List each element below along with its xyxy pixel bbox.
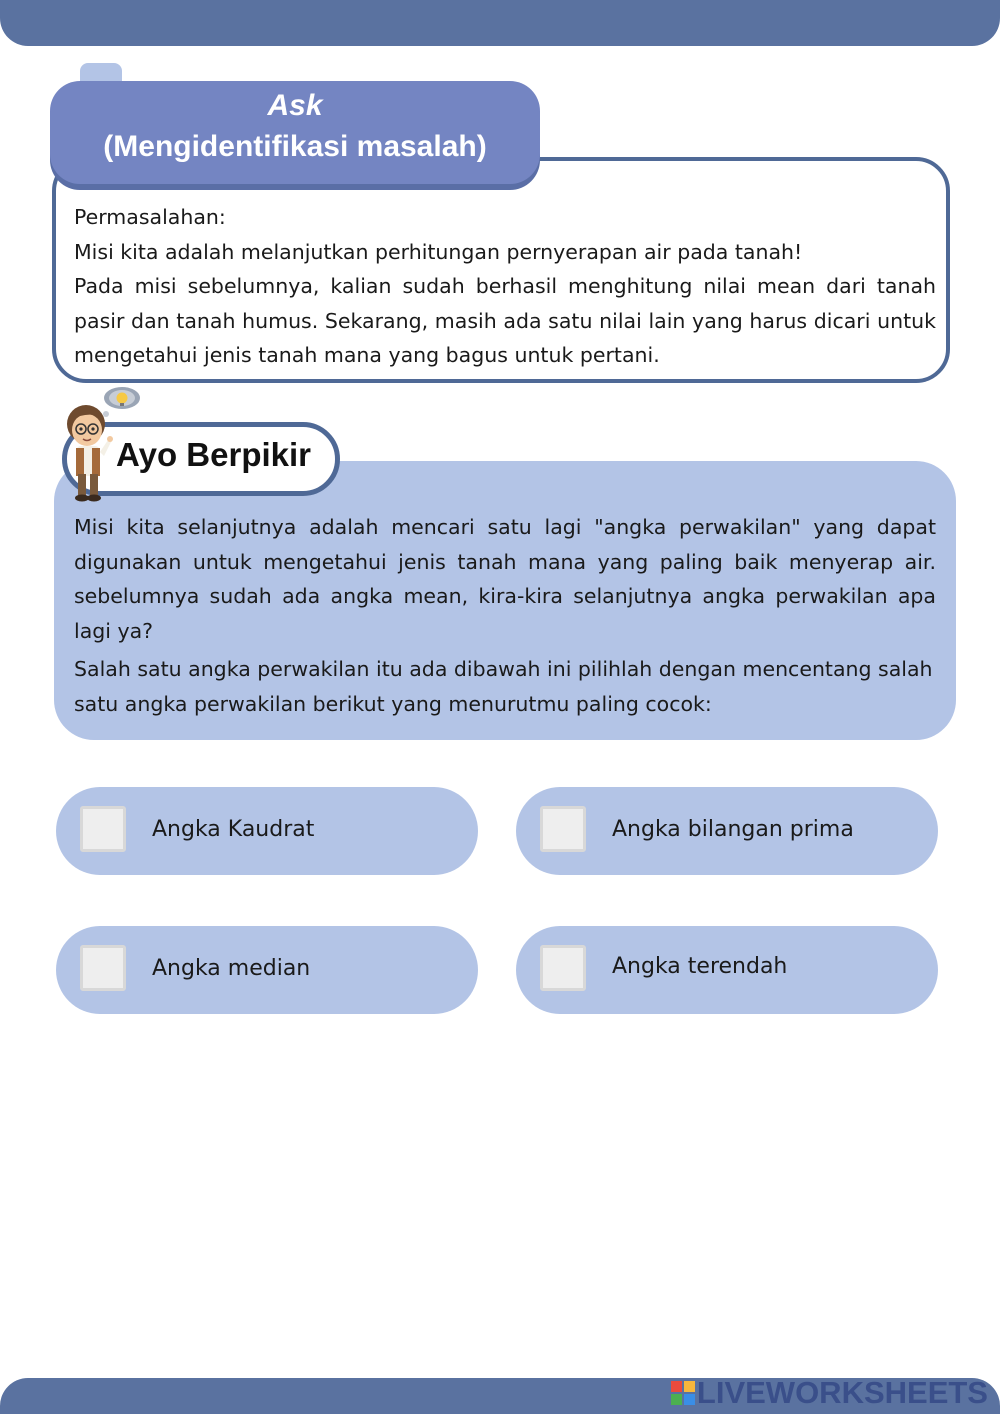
option-card[interactable] (56, 787, 478, 875)
option-label: Angka median (152, 956, 311, 981)
ask-text (74, 200, 936, 373)
think-paragraph-2: Salah satu angka perwakilan itu ada dibawah ini pilihlah dengan mencentang salah satu angka perwakilan berikut yang menurutmu paling cocok: (74, 657, 933, 716)
option-card[interactable] (516, 926, 938, 1014)
option-label: Angka bilangan prima (612, 817, 854, 842)
liveworksheets-watermark (671, 1375, 988, 1411)
option-checkbox[interactable] (80, 945, 126, 991)
think-paragraph-1: Misi kita selanjutnya adalah mencari satu lagi "angka perwakilan" yang dapat digunakan untuk mengetahui jenis tanah mana yang paling baik menyerap air. sebelumnya sudah ada angka mean, kira-kira selanjutnya angka perwakilan apa lagi ya? (74, 515, 936, 643)
ask-subtitle: (Mengidentifikasi masalah) (103, 130, 487, 163)
option-card[interactable] (516, 787, 938, 875)
option-label: Angka terendah (612, 954, 788, 979)
ask-paragraph-1: Misi kita adalah melanjutkan perhitungan pernyerapan air pada tanah! (74, 239, 803, 264)
ask-paragraph-2: Pada misi sebelumnya, kalian sudah berhasil menghitung nilai mean dari tanah pasir dan tanah humus. Sekarang, masih ada satu nilai lain yang harus dicari untuk mengetahui jenis tanah mana yang bagus untuk pertani. (74, 274, 936, 367)
ask-title: Ask (267, 89, 323, 122)
option-checkbox[interactable] (540, 806, 586, 852)
option-checkbox[interactable] (540, 945, 586, 991)
thinking-boy-icon (56, 384, 146, 506)
liveworksheets-logo-icon (671, 1381, 695, 1405)
watermark-text: LIVEWORKSHEETS (696, 1375, 988, 1410)
ask-heading: Permasalahan: (74, 205, 226, 229)
top-band (0, 0, 1000, 46)
ask-section-header (50, 81, 540, 184)
think-title: Ayo Berpikir (116, 436, 312, 473)
option-label: Angka Kaudrat (152, 817, 315, 842)
think-text (74, 510, 936, 721)
option-card[interactable] (56, 926, 478, 1014)
option-checkbox[interactable] (80, 806, 126, 852)
